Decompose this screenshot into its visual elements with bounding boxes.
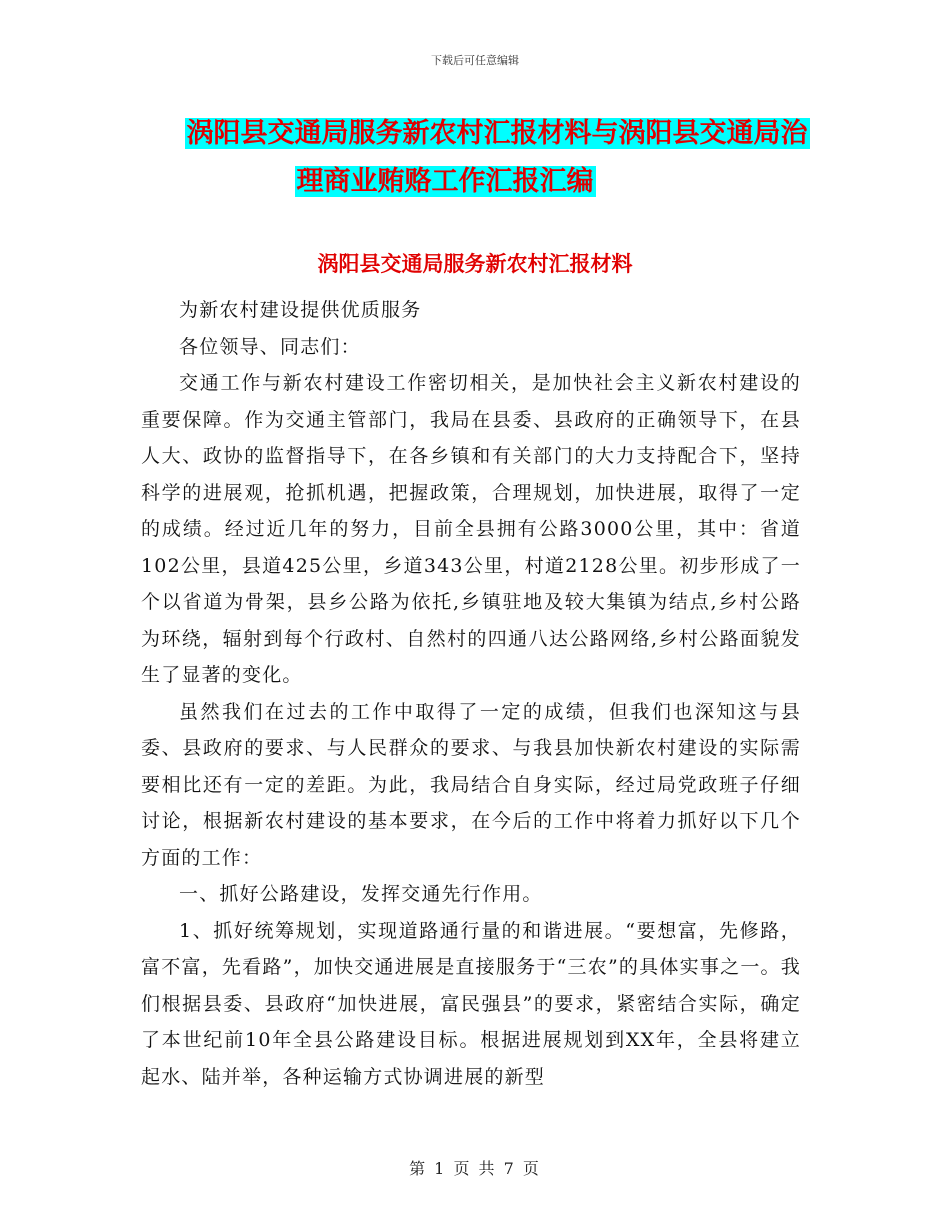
page-number-footer: 第 1 页 共 7 页 <box>409 1159 541 1178</box>
paragraph: 1、抓好统筹规划，实现道路通行量的和谐进展。“要想富，先修路，富不富，先看路”，加快交通进展是直接服务于“三农”的具体实事之一。我们根据县委、县政府“加快进展，富民强县”的要求，紧密结合实际，确定了本世纪前10年全县公路建设目标。根据进展规划到XX年，全县将建立起水、陆并举，各种运输方式协调进展的新型 <box>141 919 801 1088</box>
document-body <box>141 292 801 1095</box>
document-title-line-2: 理商业贿赂工作汇报汇编 <box>296 166 594 197</box>
paragraph: 为新农村建设提供优质服务 <box>179 299 422 321</box>
paragraph: 交通工作与新农村建设工作密切相关，是加快社会主义新农村建设的重要保障。作为交通主管部门，我局在县委、县政府的正确领导下，在县人大、政协的监督指导下，在各乡镇和有关部门的大力支持配合下，坚持科学的进展观，抢抓机遇，把握政策，合理规划，加快进展，取得了一定的成绩。经过近几年的努力，目前全县拥有公路3000公里，其中：省道102公里，县道425公里，乡道343公里，村道2128公里。初步形成了一个以省道为骨架，县乡公路为依托,乡镇驻地及较大集镇为结点,乡村公路为环绕，辐射到每个行政村、自然村的四通八达公路网络,乡村公路面貌发生了显著的变化。 <box>141 372 801 686</box>
document-title <box>0 110 950 206</box>
document-title-line-1: 涡阳县交通局服务新农村汇报材料与涡阳县交通局治 <box>186 118 808 149</box>
paragraph: 虽然我们在过去的工作中取得了一定的成绩，但我们也深知这与县委、县政府的要求、与人民群众的要求、与我县加快新农村建设的实际需要相比还有一定的差距。为此，我局结合自身实际，经过局党政班子仔细讨论，根据新农村建设的基本要求，在今后的工作中将着力抓好以下几个方面的工作： <box>141 700 801 869</box>
paragraph: 各位领导、同志们： <box>179 335 361 358</box>
header-note: 下载后可任意编辑 <box>431 54 519 67</box>
section-title: 涡阳县交通局服务新农村汇报材料 <box>317 252 633 276</box>
paragraph: 一、抓好公路建设，发挥交通先行作用。 <box>179 883 543 905</box>
